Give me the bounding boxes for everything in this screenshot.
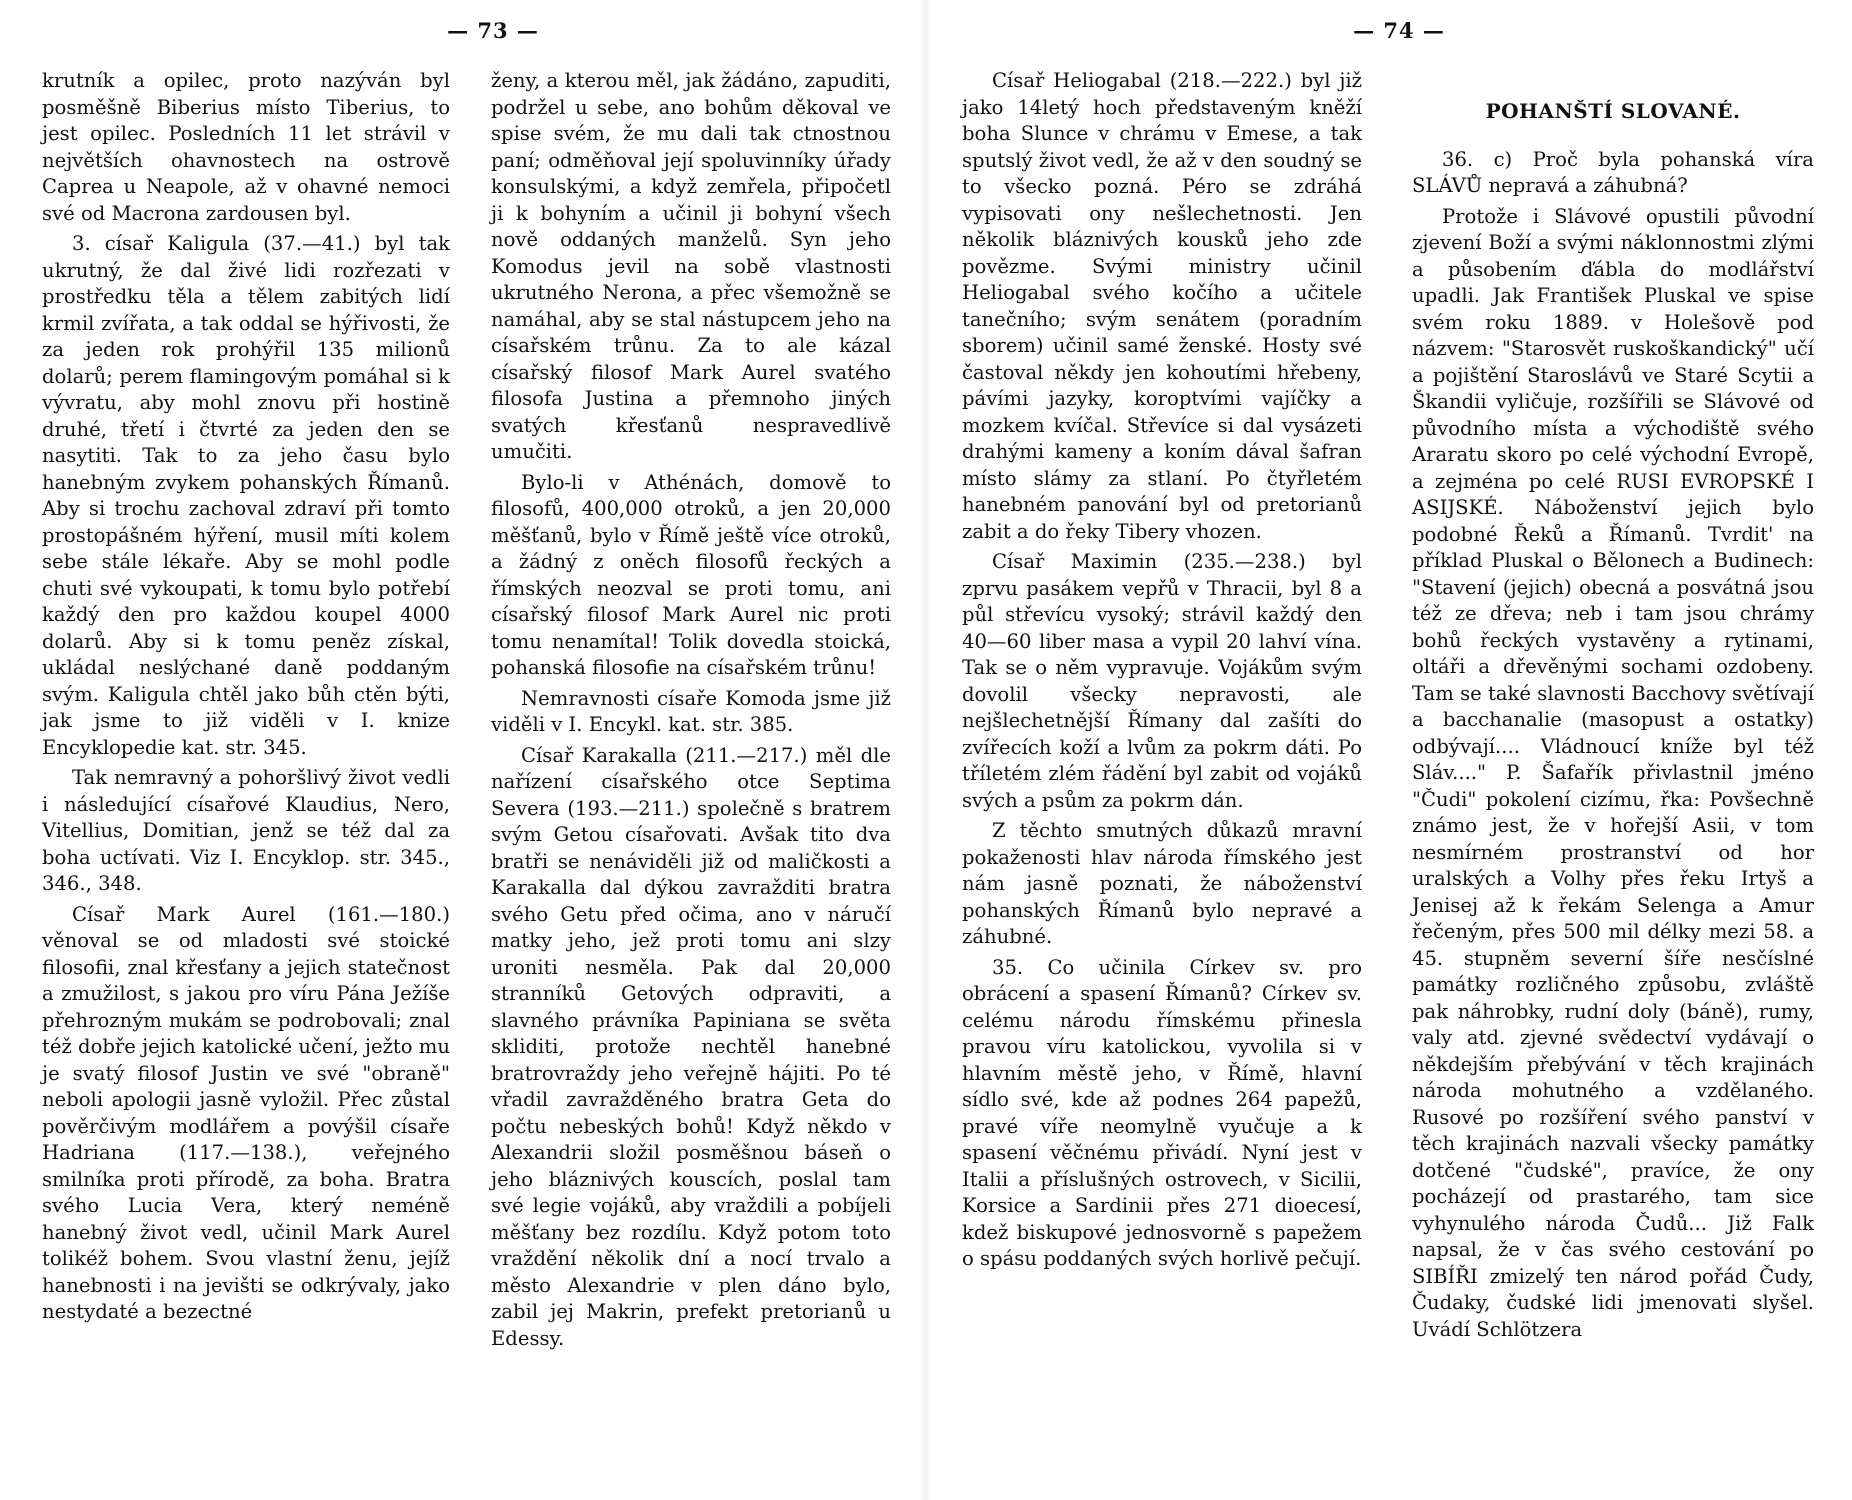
paragraph: Tak nemravný a pohoršlivý život vedli i následující císařové Klaudius, Nero, Vitellius, Domitian, jenž se též dal za boha uctívati. Viz I. Encyklop. str. 345., 346., 348. — [42, 766, 450, 895]
paragraph: krutník a opilec, proto nazýván byl posměšně Biberius místo Tiberius, to jest opilec. Posledních 11 let strávil v největších ohavnostech na ostrově Caprea u Neapole, až v ohavné nemoci své od Macrona zardousen byl. — [42, 69, 450, 225]
question-heading: 36. c) Proč byla pohanská víra SLÁVŮ nepravá a záhubná? — [1412, 147, 1814, 197]
paragraph: Císař Maximin (235.—238.) byl zprvu pasákem vepřů v Thracii, byl 8 a půl střevícu vysoký; strávil každý den 40—60 liber masa a vypil 20 lahví vína. Tak se o něm vypravuje. Vojákům svým dovolil všecky nepravosti, ale nejšlechetnější Římany dal zašíti do zvířecích koží a lvům za pokrm dáti. Po tříletém zlém řádění byl zabit od vojáků svých a psům za pokrm dán. — [962, 550, 1362, 812]
left-page-column-1 — [42, 68, 450, 1330]
paragraph: Protože i Slávové opustili původní zjevení Boží a svými náklonnostmi zlými a působením ďábla do modlářství upadli. Jak František Pluskal ve spise svém roku 1889. v Holešově pod názvem: "Starosvět ruskoškandický" učí a pojištění Staroslávů ve Staré Scytii a Škandii vyličuje, rozšířili se Slávové od původního místa a východiště svého Araratu skoro po celé východní Evropě, a zejména po celé RUSI EVROPSKÉ I ASIJSKÉ. Náboženství jejich bylo podobné Řeků a Římanů. Tvrdit' na příklad Pluskal o Bělonech a Budinech: "Stavení (jejich) obecná a posvátná jsou též ze dřeva; neb i tam jsou chrámy bohů řeckých vystavěny a rytinami, oltáři a dřevěnými sochami ozdobeny. Tam se také slavnosti Bacchovy světívají a bacchanalie (masopust a ostatky) odbývají.... Vládnoucí kníže byl též Sláv...." P. Šafařík přivlastnil jméno "Čudi" pokolení cizímu, řka: Povšechně známo jest, že v hořejší Asii, v tom nesmírném prostranství od hor uralských a Volhy přes řeku Irtyš a Jenisej až k řekám Selenga a Amur řečeným, přes 500 mil délky mezi 58. a 45. stupněm severní šíře nesčíslné památky rozličného způsobu, zvláště pak náhrobky, rudní doly (báně), rumy, valy atd. zjevné svědectví vydávají o někdejším přebývání v těch krajinách národa mohutného a vzdělaného. Rusové po rozšíření svého panství v těch krajinách nazvali všecky památky dotčené "čudské", pravíce, že ony pocházejí od prastarého, tam sice vyhynulého národa Čudů... Již Falk napsal, že v čas svého cestování po SIBÍŘI zmizelý ten národ pořád Čudy, Čudaky, čudské lidi jmenovati slyšel. Uvádí Schlötzera — [1412, 204, 1814, 1341]
paragraph: ženy, a kterou měl, jak žádáno, zapuditi, podržel u sebe, ano bohům děkoval ve spise svém, že mu dali tak ctnostnou paní; odměňoval její spoluvinníky úřady konsulskými, a když zemřela, připočetl ji k bohyním a učinil ji bohyní všech nově oddaných manželů. Syn jeho Komodus jevil na sobě vlastnosti ukrutného Nerona, a přec všemožně se namáhal, aby se stal nástupcem jeho na císařském trůnu. Za to ale kázal císařský filosof Mark Aurel svatého filosofa Justina a přemnoho jiných svatých křesťanů nespravedlivě umučiti. — [491, 69, 891, 463]
page-number-73: — 73 — — [447, 18, 539, 43]
paragraph: Císař Karakalla (211.—217.) měl dle nařízení císařského otce Septima Severa (193.—211.) společně s bratrem svým Getou císařovati. Avšak tito dva bratři se nenáviděli již od maličkosti a Karakalla dal dýkou zavražditi bratra svého Getu před očima, ano v náručí matky jeho, jež proti tomu ani slzy uroniti nesměla. Pak dal 20,000 stranníků Getových odpraviti, a slavného právníka Papiniana se světa skliditi, protože nechtěl hanebné bratrovraždy jeho veřejně hájiti. Po té vřadil zavražděného bratra Geta do počtu nebeských bohů! Když někdo v Alexandrii složil posměšnou báseň o jeho bláznivých kouscích, poslal tam své legie vojáků, aby vraždili a pobíjeli měšťany bez rozdílu. Když potom toto vraždění několik dní a nocí trvalo a město Alexandrie v plen dáno bylo, zabil jej Makrin, prefekt pretorianů u Edessy. — [491, 743, 891, 1350]
page-number-74: — 74 — — [1353, 18, 1445, 43]
left-page-column-2 — [491, 68, 891, 1356]
paragraph: Nemravnosti císaře Komoda jsme již viděli v I. Encykl. kat. str. 385. — [491, 686, 891, 736]
right-page-column-2 — [1412, 68, 1814, 1347]
paragraph: 35. Co učinila Církev sv. pro obrácení a spasení Římanů? Církev sv. celému národu římskému přinesla pravou víru katolickou, vyvolila si v hlavním městě jeho, v Římě, hlavní sídlo své, kde až podnes 264 papežů, pravé víře neomylně vyučuje a k spasení věčnému přivádí. Nyní jest v Italii a příslušných ostrovech, v Sicilii, Korsice a Sardinii přes 271 dioecesí, kdež biskupové jednosvorně s papežem o spásu poddaných svých horlivě pečují. — [962, 955, 1362, 1270]
section-title: POHANŠTÍ SLOVANÉ. — [1485, 99, 1741, 123]
paragraph: Císař Mark Aurel (161.—180.) věnoval se od mladosti své stoické filosofii, znal křesťany a jejich statečnost a zmužilost, s jakou pro víru Pána Ježíše přehrozným mukám se podrobovali; znal též dobře jejich katolické učení, ježto mu je svatý filosof Justin ve své "obraně" neboli apologii jasně vyložil. Přec zůstal pověrčivým modlářem a povýšil císaře Hadriana (117.—138.), veřejného smilníka proti přírodě, za boha. Bratra svého Lucia Vera, který neméně hanebný život vedl, učinil Mark Aurel tolikéž bohem. Svou vlastní ženu, jejíž hanebnosti i na jevišti se odkrývaly, jako nestydaté a bezectné — [42, 902, 450, 1323]
paragraph: 3. císař Kaligula (37.—41.) byl tak ukrutný, že dal živé lidi rozřezati v prostředku těla a tělem zabitých lidí krmil zvířata, a tak oddal se hýřivosti, že za jeden rok prohýřil 135 milionů dolarů; perem flamingovým pomáhal si k vývratu, aby mohl znovu při hostině druhé, třetí i čtvrté za jeden den se nasytiti. Tak to za jeho času bylo hanebným zvykem pohanských Římanů. Aby si trochu zachoval zdraví při tomto prostopášném hýření, musil míti kolem sebe stále lékaře. Aby se mohl podle chuti své vykoupati, k tomu bylo potřebí každý den pro každou koupel 4000 dolarů. Aby si k tomu peněz získal, ukládal neslýchané daně poddaným svým. Kaligula chtěl jako bůh ctěn býti, jak jsme to již viděli v I. knize Encyklopedie kat. str. 345. — [42, 232, 450, 759]
paragraph: Císař Heliogabal (218.—222.) byl již jako 14letý hoch představeným kněží boha Slunce v chrámu v Emese, a tak sputslý život vedl, že až v den soudný se to všecko pozná. Péro se zdráhá vypisovati ony nešlechetnosti. Jen několik bláznivých kousků jeho zde povězme. Svými ministry učinil Heliogabal svého kočího a učitele tanečního; svým senátem (poradním sborem) učinil samé ženské. Hosty své častoval někdy jen kohoutími hřebeny, pávími jazyky, koroptvími vajíčky a mozkem kvíčal. Střevíce si dal vysázeti drahými kameny a koním dával šafran místo slámy za stlaní. Po čtyřletém hanebném panování byl od pretorianů zabit a do řeky Tibery vhozen. — [962, 69, 1362, 543]
paragraph: Bylo-li v Athénách, domově to filosofů, 400,000 otroků, a jen 20,000 měšťanů, bylo v Římě ještě více otroků, a žádný z oněch filosofů řeckých a římských neozval se proti tomu, ani císařský filosof Mark Aurel nic proti tomu nenamítal! Tolik dovedla stoická, pohanská filosofie na císařském trůnu! — [491, 470, 891, 679]
right-page-column-1 — [962, 68, 1362, 1277]
right-page — [926, 0, 1852, 1500]
paragraph: Z těchto smutných důkazů mravní pokaženosti hlav národa římského jest nám jasně poznati, že náboženství pohanských Římanů bylo nepravé a záhubné. — [962, 819, 1362, 948]
